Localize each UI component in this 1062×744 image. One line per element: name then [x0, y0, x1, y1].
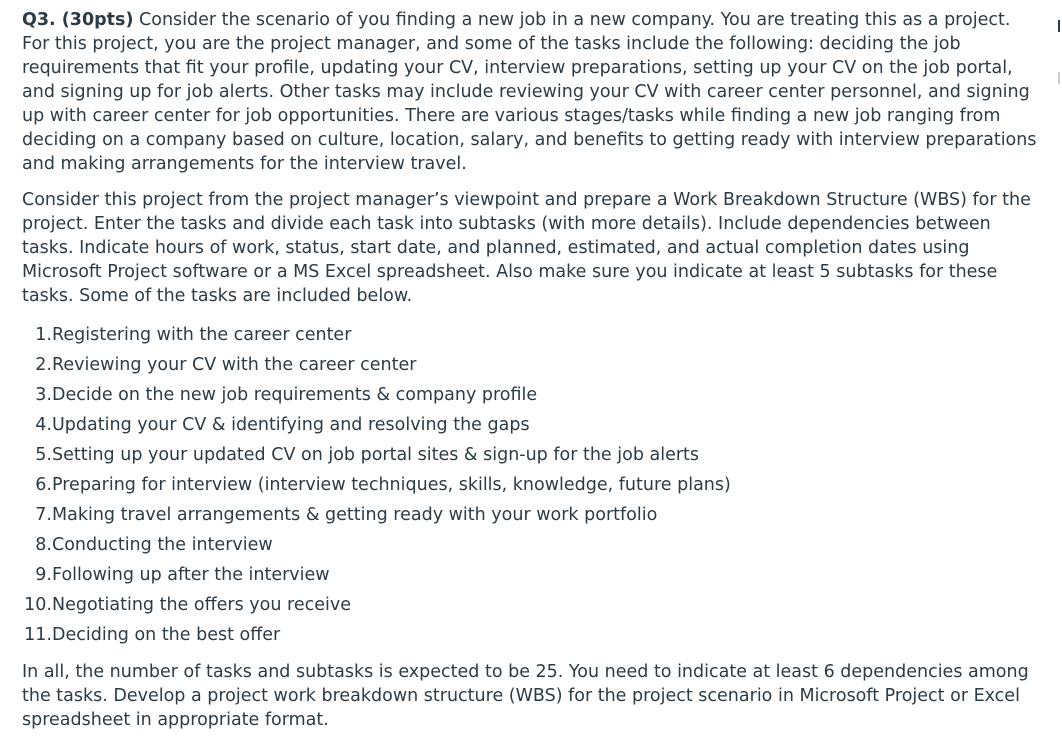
list-item: 10. Negotiating the offers you receive [24, 595, 351, 615]
list-item: 3. Decide on the new job requirements & company profile [35, 385, 538, 405]
list-item: 5. Setting up your updated CV on job portal sites & sign-up for the job alerts [35, 445, 700, 465]
scrollbar-track-mark [1058, 72, 1060, 84]
list-item: 6. Preparing for interview (interview techniques, skills, knowledge, future plans) [35, 475, 731, 495]
question-intro-paragraph [22, 8, 1037, 176]
question-content [22, 8, 1037, 744]
conclusion-paragraph: In all, the number of tasks and subtasks is expected to be 25. You need to indicate at least 6 dependencies among the tasks. Develop a project work breakdown structure (WBS) for the project scenario in Microsoft Project or Excel spreadsheet in appropriate format. [22, 662, 1029, 730]
instructions-paragraph: Consider this project from the project manager’s viewpoint and prepare a Work Breakdown Structure (WBS) for the project. Enter the tasks and divide each task into subtasks (with more details). Include dependencies between tasks. Indicate hours of work, status, start date, and planned, estimated, and actual completion dates using Microsoft Project software or a MS Excel spreadsheet. Also make sure you indicate at least 5 subtasks for these tasks. Some of the tasks are included below. [22, 190, 1031, 306]
question-intro-text: Consider the scenario of you finding a new job in a new company. You are treating this as a project. For this project, you are the project manager, and some of the tasks include the following: deciding the job requirements that fit your profile, updating your CV, interview preparations, setting up your CV on the job portal, and signing up for job alerts. Other tasks may include reviewing your CV with career center personnel, and signing up with career center for job opportunities. There are various stages/tasks while finding a new job ranging from deciding on a company based on culture, location, salary, and benefits to getting ready with interview preparations and making arrangements for the interview travel. [22, 10, 1037, 174]
scrollbar[interactable] [1057, 20, 1060, 90]
task-list [22, 320, 1037, 650]
list-item: 1. Registering with the career center [35, 325, 352, 345]
scrollbar-thumb[interactable] [1058, 20, 1060, 32]
list-item: 8. Conducting the interview [35, 535, 273, 555]
list-item: 9. Following up after the interview [35, 565, 330, 585]
list-item: 7. Making travel arrangements & getting ready with your work portfolio [35, 505, 658, 525]
question-label: Q3. (30pts) [22, 10, 134, 30]
list-item: 2. Reviewing your CV with the career center [35, 355, 417, 375]
list-item: 11. Deciding on the best offer [24, 625, 281, 645]
list-item: 4. Updating your CV & identifying and resolving the gaps [35, 415, 530, 435]
